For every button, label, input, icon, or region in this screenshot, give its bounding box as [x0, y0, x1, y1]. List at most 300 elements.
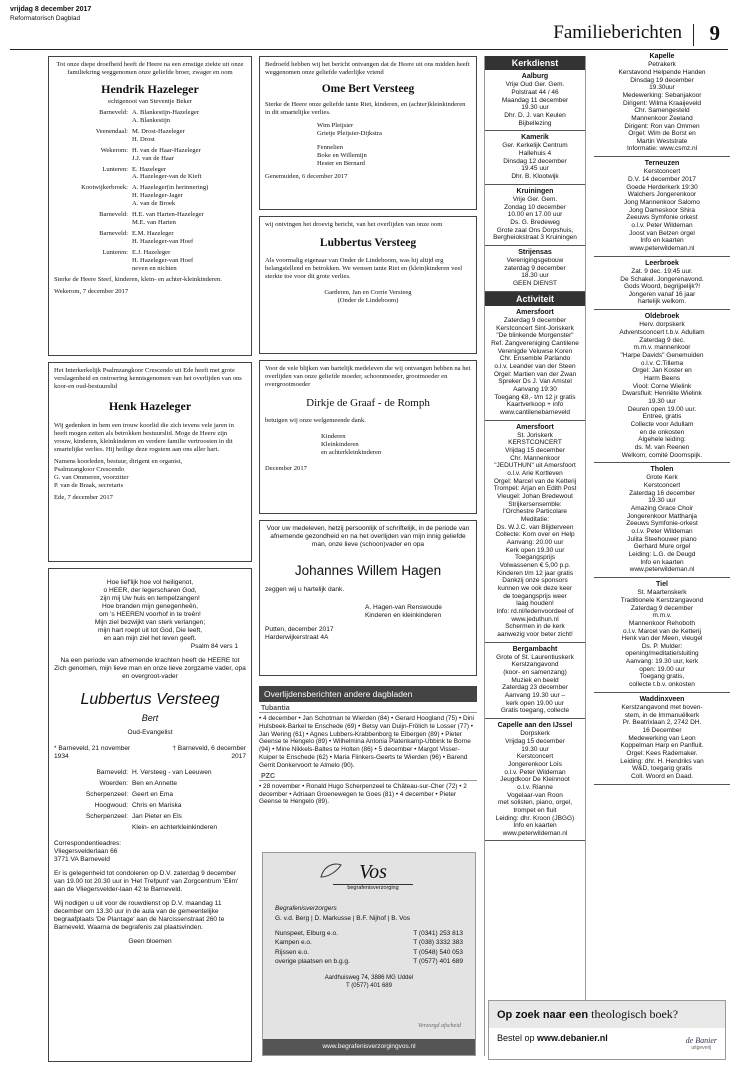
event-line: Dinsdag 19 december — [630, 76, 694, 84]
event-line: Martin Weststrate — [636, 137, 688, 145]
ad3-call-name: Bert — [141, 713, 159, 724]
ad4-names — [317, 122, 471, 168]
relative-name: H. Drost — [132, 135, 155, 143]
ad6-names — [321, 433, 471, 457]
right-list — [594, 50, 730, 785]
event-line: Info en kaarten — [640, 237, 684, 245]
relative-names — [132, 147, 246, 163]
ad6-name-line: Kleinkinderen — [321, 441, 359, 449]
relative-place: Hoogwoud: — [94, 802, 128, 810]
ad7-body: zeggen wij u hartelijk dank. — [265, 586, 345, 594]
event-line: Leiding: L.G. de Deugd — [628, 551, 696, 558]
event-line: Leiding: dhr. H. Hendriks van — [620, 757, 704, 765]
vos-location: Nunspeet, Elburg e.o. — [275, 930, 338, 937]
ad6-name: Dirkje de Graaf - de Romph — [306, 397, 430, 410]
event-line: Info en kaarten — [513, 822, 557, 830]
event-line: Entree, gratis — [642, 413, 682, 421]
ad2-sign-line: Namens koorleden, bestuur, dirigent en organist, — [54, 458, 183, 466]
relative-place: Scherpenzeel: — [85, 813, 128, 821]
relative-row — [54, 824, 246, 832]
ad4-name-line: Hester en Bernard — [317, 160, 365, 168]
relative-names — [132, 780, 246, 788]
relative-name: H. Hazeleger-Jager — [132, 192, 183, 200]
event-line: o.l.v. Peter Wildeman — [631, 221, 693, 229]
relative-place: Barneveld: — [99, 109, 128, 117]
ad3-relatives — [54, 769, 246, 831]
event-line: Jongerenkoor Matthanja — [626, 512, 698, 520]
event-line: Julita Steehouwer piano — [627, 535, 697, 543]
relative-name: H. Hazeleger-van Hoef — [132, 256, 194, 264]
psalm-line: Hoe branden mijn genegenheên, — [101, 603, 199, 611]
ad6-intro: Voor de vele blijken van hartelijk medeleven die wij ontvangen hebben na het overlijden van onze geliefde moeder, schoonmoeder, grootmoeder en overgrootmoeder — [265, 365, 471, 389]
vos-location: Kampen e.o. — [275, 939, 312, 947]
event-place: Kamerik — [521, 134, 549, 142]
banier-logo-text: de Banier — [685, 1036, 717, 1045]
relative-place: Wekerom: — [100, 146, 128, 154]
ad1-name: Hendrik Hazeleger — [101, 82, 199, 97]
relative-row — [54, 109, 246, 125]
vos-location-phone: T (0577) 401 689 — [413, 958, 463, 966]
page-number: 9 — [709, 21, 720, 45]
relative-place: Barneveld: — [96, 769, 128, 777]
ad5-intro: wij ontvingen het droevig bericht, van het overlijden van onze oom — [265, 221, 443, 228]
page-divider — [693, 24, 694, 46]
relative-name: Jan Pieter en Els — [132, 813, 182, 821]
event-place: Amersfoort — [516, 308, 554, 316]
event-line: www.cantilenebarneveld — [499, 408, 571, 416]
event-line: o.l.v. Marcel van de Ketterij — [623, 627, 701, 635]
event-item — [485, 306, 585, 421]
vos-location: overige plaatsen en b.g.g. — [275, 958, 350, 966]
event-line: "JEDUTHUN" uit Amersfoort — [494, 462, 576, 470]
banier-h2: theologisch boek? — [591, 1007, 679, 1021]
event-line: 19.30 uur — [521, 745, 549, 753]
event-line: Grote Kerk — [646, 474, 678, 482]
event-line: Toegang gratis, — [639, 673, 685, 681]
relative-name: A. Hazeleger-van de Kieft — [132, 173, 202, 181]
tubantia-list: • 4 december • Jan Schotman te Wierden (84) • Gerard Hoogland (75) • Dini Hulsbeek-Barkel te Enschede (69) • Betsy van Duijn-Frölich te Losser (77) • Jan Wering (61) • Agnes Lubbers-Krabbenborg te Eibergen (89) • Pieter Geense te Hengelo (89) • Wilhelmina Antonia Platenkamp-Ubbink te Borne (94) • Mine Nikkels-Baltes te Holten (86) • 5 december • Margot Visser-Kuiper te Enschede (62) • Maria Flinkers-Geerts te Wierden (96) • Barend Gerrit Donkervoort te Almelo (90). — [259, 715, 474, 769]
ad3-died: † Barneveld, 6 december 2017 — [172, 745, 246, 761]
event-line: 19.30 uur — [521, 104, 549, 112]
event-line: Aanvang: 19.30 uur, kerk — [625, 658, 699, 666]
event-line: Zaterdag 9 december — [503, 317, 567, 325]
ad2-place: Ede, 7 december 2017 — [54, 494, 113, 502]
ad-johannes-hagen — [259, 520, 477, 676]
event-line: met solisten, piano, orgel, — [497, 799, 573, 807]
event-line: Info en kaarten — [640, 558, 684, 566]
ad7-place-line: Putten, december 2017 — [265, 626, 334, 634]
ad7-name: Johannes Willem Hagen — [294, 563, 442, 579]
event-line: Dorpskerk — [520, 730, 550, 738]
ad-bert-versteeg — [48, 568, 252, 1062]
psalm-line: en aan mijn ziel het leven geeft. — [103, 635, 197, 643]
event-line: D.V. 14 december 2017 — [627, 176, 697, 184]
event-line: Kerk open 19.30 uur — [505, 546, 565, 554]
event-place: Oldebroek — [644, 313, 680, 321]
ad6-name-line: en achterkleinkinderen — [321, 449, 382, 457]
event-place: Tiel — [656, 580, 668, 588]
vos-location-phone: T (0548) 540 053 — [413, 948, 463, 956]
event-line: Petrakerk — [648, 61, 676, 69]
banier-url[interactable]: www.debanier.nl — [537, 1033, 608, 1043]
ad3-service: Wij nodigen u uit voor de rouwdienst op D.V. maandag 11 december om 13.30 uur in de aula van de gemeentelijke begraafplaats 'De Plantage' aan de Narcissenstraat 260 te Barneveld. Waarna de begrafenis zal plaatsvinden. — [54, 900, 225, 932]
relative-place: Lunteren: — [102, 248, 128, 256]
event-line: Vleugel: Johan Bredewout — [497, 493, 573, 501]
vos-location-row — [275, 948, 463, 957]
ad4-name-line: Boke en Willemijn — [317, 152, 367, 160]
event-line: trompet en fluit — [513, 806, 557, 814]
event-line: l'Orchestre Particolare — [502, 508, 568, 516]
psalm-line: zijn mij Uw huis en tempelzangen! — [100, 595, 200, 603]
date-line: vrijdag 8 december 2017 — [10, 6, 92, 13]
ad4-place: Genemuiden, 6 december 2017 — [265, 173, 348, 181]
event-line: m.m.v. — [652, 612, 672, 620]
relative-name: H. van de Haar-Hazeleger — [132, 146, 201, 154]
ad7-names — [365, 604, 471, 620]
event-line: Dirigent: Ron van Ommen — [624, 122, 700, 130]
relative-row — [54, 791, 246, 799]
event-line: Ds. G. Bredeweg — [510, 218, 560, 226]
ad2-sign-line: P. van de Braak, secretaris — [54, 482, 124, 490]
event-line: Henk van der Meen, vleugel — [621, 635, 703, 643]
event-line: collecte t.b.v. onkosten — [629, 681, 695, 689]
ad-ome-bert — [259, 56, 477, 210]
ad4-intro: Bedroefd hebben wij het bericht ontvangen dat de Heere uit ons midden heeft weggenomen onze geliefde vaderlijke vriend — [265, 61, 470, 77]
relative-name: Chris en Mariska — [132, 802, 182, 810]
ad4-name-line: Wim Pleijsier — [317, 122, 354, 130]
ad6-place: December 2017 — [265, 465, 307, 473]
ad2-sign-line: Psalmzangkoor Crescendo — [54, 466, 125, 474]
ad-de-banier — [488, 1000, 726, 1060]
event-place: Kapelle — [649, 53, 675, 60]
activiteit-right-column — [594, 50, 730, 1060]
section-title: Familieberichten — [553, 22, 682, 43]
vos-location-phone: T (0341) 253 813 — [413, 930, 463, 937]
relative-names — [132, 230, 246, 246]
relative-name: E.M. Hazeleger — [132, 229, 174, 237]
event-line: zaterdag 9 december — [504, 264, 566, 272]
page-header — [10, 4, 728, 50]
event-line: Dhr. B. Klootwijk — [511, 173, 559, 181]
relative-place — [54, 824, 132, 832]
ad4-name-line: Fennelien — [317, 144, 344, 152]
event-line: St. Maartenskerk — [637, 589, 687, 597]
ad3-no-flowers: Geen bloemen — [128, 938, 172, 946]
relative-row — [54, 802, 246, 810]
event-place: Bergambacht — [512, 645, 558, 653]
event-line: Dinsdag 12 december — [503, 157, 567, 165]
ad7-intro: Voor uw medeleven, hetzij persoonlijk of schriftelijk, in de periode van afnemende gezondheid en na het overlijden van mijn innig geliefde man, onze lieve (schoon)vader en opa — [266, 525, 470, 549]
event-item — [594, 310, 730, 463]
event-line: opening/meditatie/sluiting — [625, 650, 699, 658]
relative-names — [132, 769, 246, 777]
event-item — [594, 50, 730, 157]
event-line: Verenigde Veluwse Koren — [497, 347, 573, 355]
relative-place: Veenendaal: — [95, 127, 128, 135]
event-line: Walchers Jongerenkoor — [627, 191, 697, 199]
relative-name: E.J. Hazeleger — [132, 248, 171, 256]
ad2-name: Henk Hazeleger — [108, 399, 192, 414]
kerkdienst-list — [485, 70, 585, 292]
relative-row — [54, 211, 246, 227]
psalm-line: o HEER, der legerscharen God, — [103, 587, 197, 595]
ad3-intro: Na een periode van afnemende krachten heeft de HEERE tot Zich genomen, mijn lieve man en onze lieve zorgzame vader, opa en overgroot-vader — [54, 657, 246, 681]
event-line: Kerstconcert — [643, 482, 681, 490]
ad5-sign — [265, 289, 471, 305]
event-line: ds. M. van Reenen — [634, 443, 690, 451]
event-place: Kruiningen — [516, 187, 554, 195]
vos-locations — [275, 929, 463, 967]
event-line: Collecte voor Adullam — [630, 420, 694, 428]
event-line: Chr. Samengesteld — [634, 107, 690, 115]
relative-names — [132, 184, 246, 208]
activiteit-list — [485, 306, 585, 842]
event-item — [594, 693, 730, 785]
relative-place: Scherpenzeel: — [85, 791, 128, 799]
banier-logo-sub: uitgeverij — [691, 1045, 712, 1051]
event-line: Strijkersensemble: — [508, 500, 562, 508]
event-line: 19.30uur — [649, 84, 675, 92]
event-line: Bijbellezing — [518, 119, 552, 127]
ad-hendrik-hazeleger — [48, 56, 252, 356]
event-line: Dirigent: Wilma Kraaijeveld — [622, 99, 702, 107]
other-papers — [259, 686, 477, 846]
event-line: www.peterwildeman.nl — [629, 566, 695, 574]
event-line: Aanvang 19.30 uur – — [504, 692, 566, 700]
relative-name: H.E. van Harten-Hazeleger — [132, 211, 204, 219]
corr-line: Vliegersvelderlaan 66 — [54, 847, 118, 855]
event-line: Zeeuws Symfonie-orkest — [626, 520, 698, 528]
event-item — [485, 185, 585, 246]
event-line: Joost van Belzen orgel — [629, 229, 695, 237]
event-line: Toegangsprijs — [514, 554, 556, 562]
event-line: Orgel: Kees Rademaker. — [626, 749, 698, 757]
event-line: Kerstzangavond met boven- — [621, 704, 703, 711]
event-line: Pr. Beatrixlaan 2, 2742 DH. — [622, 719, 702, 727]
event-line: Ref. Zangvereniging Cantilene — [491, 340, 579, 347]
event-line: Gods Woord, begrijpelijk?! — [623, 283, 701, 291]
relative-name: M.E. van Harten — [132, 218, 176, 226]
event-item — [485, 643, 585, 720]
event-line: Chr. Mannenkoor — [510, 454, 560, 462]
event-item — [594, 157, 730, 256]
event-line: Amazing Grace Choir — [630, 505, 694, 513]
event-line: de toegangsprijs weer — [503, 592, 567, 600]
event-line: Viool: Corne Wielink — [632, 382, 692, 390]
ad7-name-line: A. Hagen-van Renswoude — [365, 604, 442, 612]
event-item — [485, 421, 585, 643]
vos-location: Rijssen e.o. — [275, 948, 309, 956]
relative-name: Geert en Ema — [132, 791, 174, 799]
event-line: Informatie: www.csmz.nl — [626, 145, 698, 153]
event-line: Zeeuws Symfonie orkest — [626, 214, 698, 222]
event-line: kunnen we ook deze keer — [497, 584, 573, 592]
ad3-name: Lubbertus Versteeg — [80, 691, 220, 709]
event-line: stem, in de Immanuëlkerk — [624, 711, 700, 719]
event-line: Traditionele Kerstzangavond — [620, 596, 704, 604]
event-line: Vrijdag 15 december — [505, 737, 565, 745]
event-line: www.jeduthun.nl — [511, 615, 559, 623]
event-line: Verenigingsgebouw — [506, 257, 564, 265]
event-line: Kinderen t/m 12 jaar gratis — [496, 569, 574, 577]
event-line: Zaterdag 16 december — [629, 489, 695, 497]
event-line: Orgel: Jan Koster en — [632, 367, 692, 375]
event-line: Zondag 10 december — [504, 203, 566, 211]
event-line: o.l.v. Peter Wildeman — [631, 528, 693, 536]
event-line: Coll. Woord en Daad. — [630, 772, 694, 780]
ad3-condolence: Er is gelegenheid tot condoleren op D.V. zaterdag 9 december van 19.00 tot 20.30 uur in 'Het Trefpunt' van Zorgcentrum 'Elim' aan de Vliegersvelder-laan 42 te Barneveld. — [54, 870, 239, 894]
event-item — [485, 131, 585, 185]
event-line: Goede Herderkerk 19:30 — [626, 183, 698, 191]
event-line: Jongeren vanaf 16 jaar — [628, 290, 696, 298]
vos-slogan: Verzorgd afscheid — [418, 1023, 461, 1029]
relative-name: A. Hazeleger(in herinnering) — [132, 184, 209, 192]
event-line: Kerstconcert — [516, 753, 554, 761]
psalm-line: om 's HEEREN voorhof in te treên! — [99, 611, 201, 619]
relative-row — [54, 128, 246, 144]
event-place: Terneuzen — [644, 160, 680, 168]
relative-place: Barneveld: — [99, 211, 128, 219]
ad3-born: * Barneveld, 21 november 1934 — [54, 745, 131, 761]
event-place: Waddinxveen — [639, 695, 685, 703]
event-line: Ds. P. Mulder: — [641, 642, 683, 650]
relative-name: Klein- en achterkleinkinderen — [132, 824, 218, 831]
event-line: Muziek en beeld — [511, 676, 559, 684]
activiteit-title: Activiteit — [485, 292, 585, 306]
vos-names: G. v.d. Berg | D. Markusse | B.F. Nijhof | B. Vos — [275, 915, 410, 922]
relative-names — [132, 109, 246, 125]
relative-names — [132, 791, 246, 799]
event-line: Adventsconcert t.b.v. Adullam — [619, 329, 705, 337]
ad5-name: Lubbertus Versteeg — [319, 237, 417, 250]
kerkdienst-column — [484, 56, 586, 1056]
ad7-place-line: Harderwijkerstraat 4A — [265, 634, 329, 642]
corr-line: Correspondentieadres: — [54, 839, 122, 847]
event-line: Jongerenkoor Loïs — [508, 760, 562, 768]
event-line: Herv. dorpskerk — [639, 321, 685, 329]
event-line: Aanvang 19:30 — [513, 385, 557, 393]
psalm-line: Mijn ziel bezwijkt van sterk verlangen; — [94, 619, 206, 627]
other-papers-title: Overlijdensberichten andere dagbladen — [259, 686, 477, 702]
event-line: GEEN DIENST — [512, 280, 558, 288]
event-line: Gratis toegang, collecte — [500, 707, 570, 715]
event-line: www.peterwildeman.nl — [502, 829, 568, 837]
vos-logo-text: Vos — [359, 861, 387, 883]
event-line: o.l.v. Rianne — [517, 783, 553, 791]
event-line: Grote zaal Ons Dorpshuis, — [496, 226, 574, 234]
event-line: Aanvang: 20.00 uur — [506, 539, 564, 546]
event-place: Tholen — [650, 466, 674, 474]
relative-place: Lunteren: — [102, 165, 128, 173]
relative-names — [132, 128, 246, 144]
ad1-sub: echtgenoot van Steventje Beker — [108, 98, 192, 106]
corr-line: 3771 VA Barneveld — [54, 855, 110, 863]
vos-phone: T (0577) 401 689 — [346, 983, 392, 989]
ad2-sign — [54, 458, 246, 490]
ad-dirkje-de-graaf — [259, 360, 477, 514]
event-line: 19.30 uur — [648, 497, 676, 505]
ad-henk-hazeleger — [48, 362, 252, 562]
relative-names — [132, 249, 246, 273]
ad4-name-line: Grietje Pleijsier-Dijkstra — [317, 130, 382, 138]
event-line: Vrijdag 15 december — [505, 447, 565, 455]
relative-row — [54, 166, 246, 182]
event-line: De Schakel. Jongerenavond. — [620, 275, 704, 283]
relative-names — [132, 813, 246, 821]
event-line: en de onkosten — [639, 428, 685, 436]
ad3-psalm — [54, 579, 246, 643]
ad3-psalm-ref: Psalm 84 vers 1 — [190, 643, 238, 651]
event-line: Schermen in de kerk — [505, 623, 565, 631]
psalm-line: mijn hart roept uit tot God, Die leeft, — [97, 627, 203, 635]
event-line: Collecte: Kom over en Help — [495, 531, 575, 539]
banier-b1: Bestel op — [497, 1033, 538, 1043]
psalm-line: Hoe lief'lijk hoe vol heiligenot, — [106, 579, 194, 586]
vos-address: Aardhuisweg 74, 3886 MG Uddel — [324, 975, 414, 981]
event-line: Mannenkoor Rehoboth — [628, 619, 696, 627]
event-line: Orgel: Martien van der Zwan — [493, 370, 577, 378]
event-place: Leerbroek — [645, 259, 679, 267]
ad3-corr — [54, 840, 246, 864]
event-item — [485, 70, 585, 131]
event-line: (koor- en samenzang) — [503, 669, 567, 677]
event-line: Polstraat 44 / 46 — [511, 88, 559, 96]
event-line: aanwezig voor beter zicht! — [497, 630, 573, 638]
event-line: Vrije Oud Ger. Gem. — [505, 81, 565, 89]
relative-name: M. Drost-Hazeleger — [132, 127, 185, 135]
relative-name: neven en nichten — [132, 264, 177, 272]
event-line: Chr. Ensemble Parlando — [499, 355, 571, 363]
event-line: o.l.v. Arie Kortleven — [507, 470, 563, 478]
event-line: Volwassenen € 5,00 p.p. — [499, 561, 571, 569]
relative-row — [54, 813, 246, 821]
banier-headline — [489, 1001, 725, 1028]
relative-place: Woerden: — [99, 780, 128, 788]
event-line: Zaterdag 9 december — [630, 604, 694, 612]
event-line: Orgel: Wim de Borst en — [628, 130, 696, 138]
ad1-relatives — [54, 109, 246, 272]
event-line: Deuren open 19.00 uur. — [627, 405, 697, 413]
leaf-icon — [319, 861, 343, 879]
relative-name: J.J. van de Haar — [132, 154, 174, 162]
event-line: Kerstconcert — [643, 168, 681, 176]
relative-row — [54, 147, 246, 163]
event-line: Gerhard Mure orgel — [633, 543, 691, 551]
event-line: Dankzij onze sponsors — [502, 577, 568, 585]
ad-lubbertus-versteeg — [259, 216, 477, 354]
vos-location-row — [275, 957, 463, 966]
event-line: Leiding: dhr. Kroon (JBGG) — [495, 814, 575, 822]
vos-location-phone: T (038) 3332 383 — [413, 939, 463, 947]
ad3-title: Oud-Evangelist — [127, 729, 173, 737]
event-line: Jong Dameskoor Shira — [628, 206, 696, 214]
relative-names — [132, 211, 246, 227]
event-line: Orgel: Marcel van de Ketterij — [493, 477, 577, 485]
vos-url[interactable]: www.begrafenisverzorgingvos.nl — [263, 1039, 475, 1055]
event-item — [594, 463, 730, 578]
event-line: Ds. W.J.C. van Blijderveen — [496, 523, 574, 531]
event-line: www.peterwildeman.nl — [629, 244, 695, 252]
relative-names — [132, 824, 246, 832]
event-line: Kerstavond Helpende Handen — [618, 68, 706, 76]
event-place: Capelle aan den IJssel — [497, 722, 573, 730]
event-item — [485, 719, 585, 841]
event-line: hartelijk welkom. — [637, 298, 687, 306]
event-line: Zaterdag 9 dec. — [639, 336, 685, 344]
event-line: St. Joriskerk — [517, 431, 553, 439]
pzc-label: PZC — [259, 773, 477, 781]
event-line: o.l.v. Peter Wildeman — [504, 768, 566, 776]
